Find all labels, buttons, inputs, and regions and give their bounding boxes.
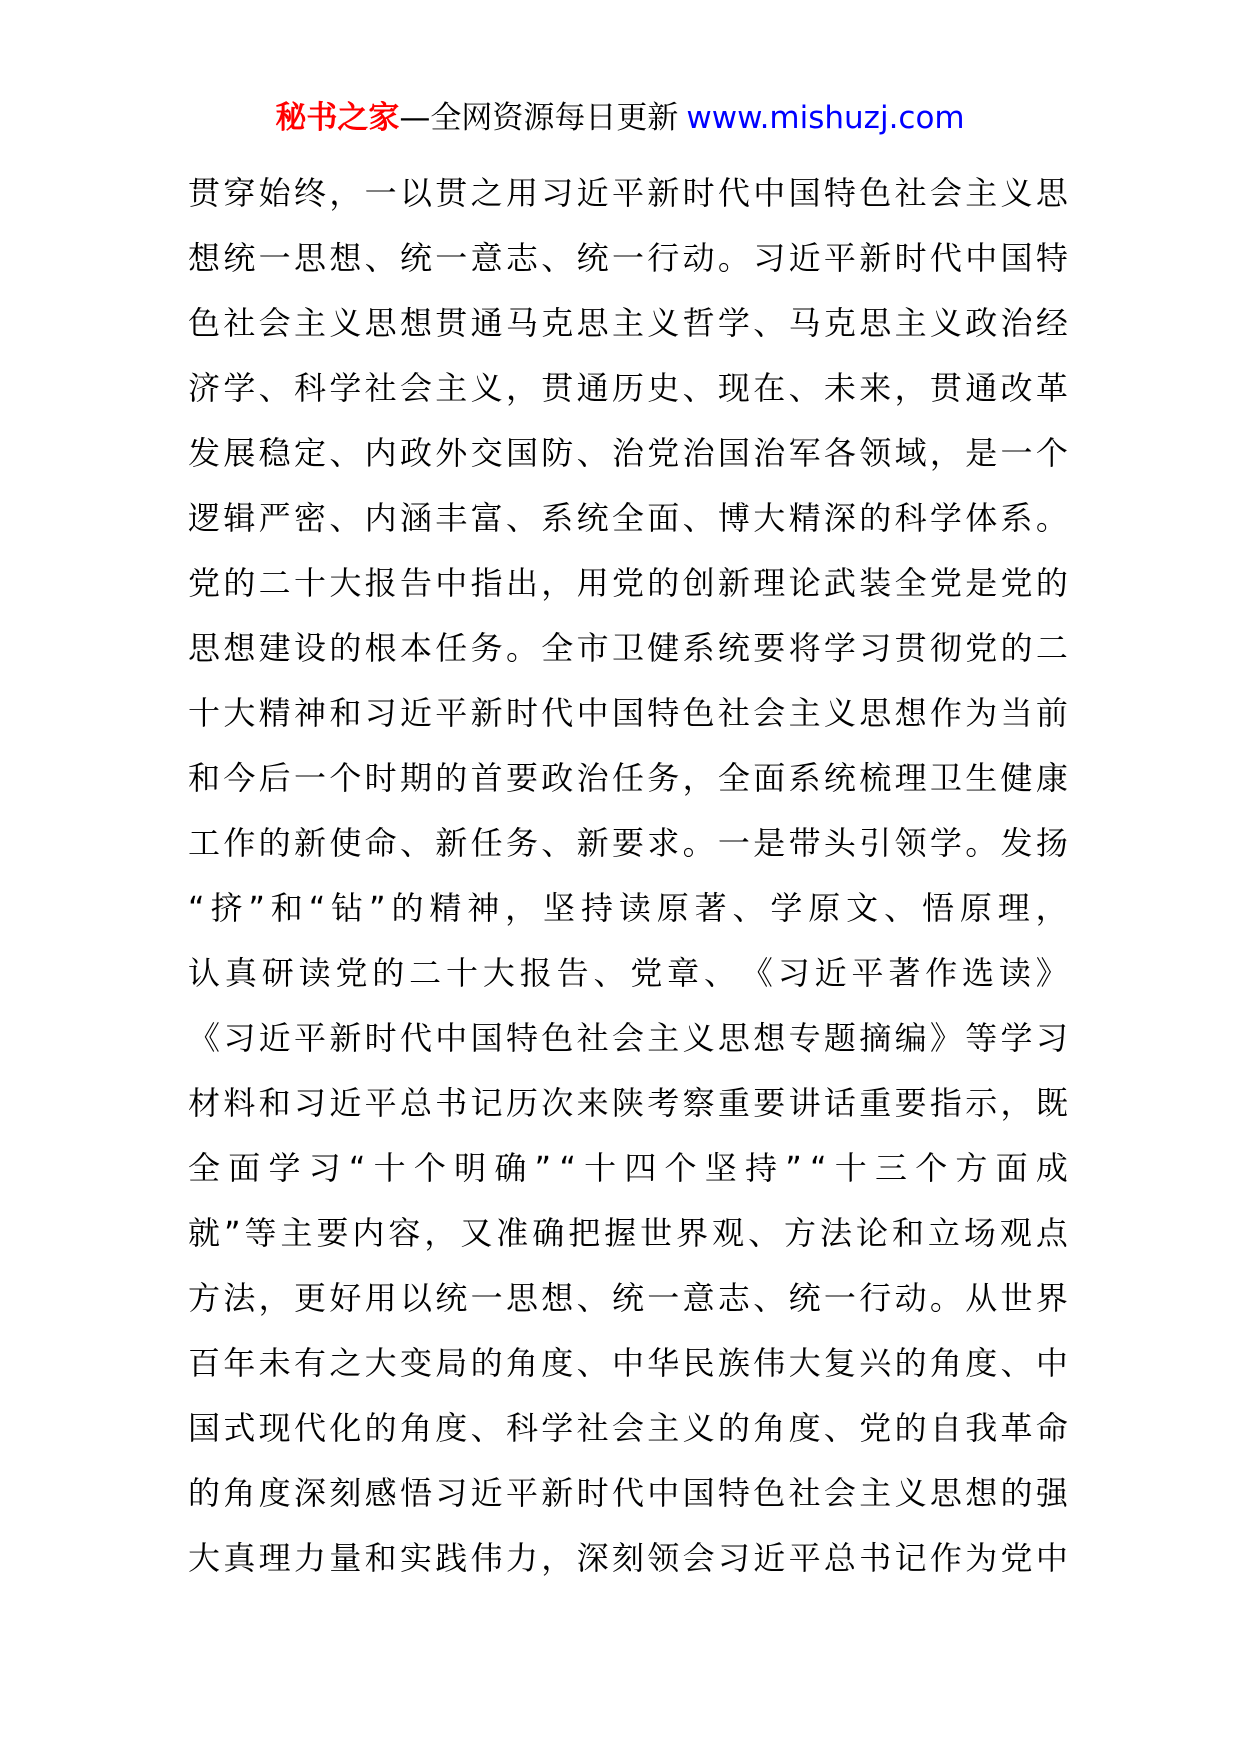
body-line: 和 今 后 一 个 时 期 的 首 要 政 治 任 务 ， 全 面 系 统 梳 理 卫 生 健 康: [188, 759, 1068, 797]
body-line: 色 社 会 主 义 思 想 贯 通 马 克 思 主 义 哲 学 、 马 克 思 主 义 政 治 经: [188, 304, 1068, 342]
body-line: 就 ” 等 主 要 内 容 ， 又 准 确 把 握 世 界 观 、 方 法 论 和 立 场 观 点: [188, 1214, 1068, 1252]
body-line: 材 料 和 习 近 平 总 书 记 历 次 来 陕 考 察 重 要 讲 话 重 要 指 示 ， 既: [188, 1084, 1068, 1122]
body-line: 大 真 理 力 量 和 实 践 伟 力 ， 深 刻 领 会 习 近 平 总 书 记 作 为 党 中: [188, 1539, 1068, 1577]
site-tagline: —全网资源每日更新: [399, 100, 679, 136]
body-line: 贯 穿 始 终 ， 一 以 贯 之 用 习 近 平 新 时 代 中 国 特 色 社 会 主 义 思: [188, 174, 1068, 212]
body-line: 逻 辑 严 密 、 内 涵 丰 富 、 系 统 全 面 、 博 大 精 深 的 科 学 体 系 。: [188, 499, 1068, 537]
body-line: 工 作 的 新 使 命 、 新 任 务 、 新 要 求 。 一 是 带 头 引 领 学 。 发 扬: [188, 824, 1068, 862]
body-line: 济 学 、 科 学 社 会 主 义 ， 贯 通 历 史 、 现 在 、 未 来 ， 贯 通 改 革: [188, 369, 1068, 407]
body-line: 思 想 建 设 的 根 本 任 务 。 全 市 卫 健 系 统 要 将 学 习 贯 彻 党 的 二: [188, 629, 1068, 667]
body-line: 百 年 未 有 之 大 变 局 的 角 度 、 中 华 民 族 伟 大 复 兴 的 角 度 、 中: [188, 1344, 1068, 1382]
site-url-link[interactable]: www.mishuzj.com: [686, 100, 965, 136]
body-line: “ 挤 ” 和 “ 钻 ” 的 精 神 ， 坚 持 读 原 著 、 学 原 文 、 悟 原 理 ，: [188, 889, 1068, 927]
body-line: 认 真 研 读 党 的 二 十 大 报 告 、 党 章 、 《 习 近 平 著 作 选 读 》: [188, 954, 1068, 992]
body-line: 想 统 一 思 想 、 统 一 意 志 、 统 一 行 动 。 习 近 平 新 时 代 中 国 特: [188, 239, 1068, 277]
body-line: 党 的 二 十 大 报 告 中 指 出 ， 用 党 的 创 新 理 论 武 装 全 党 是 党 的: [188, 564, 1068, 602]
body-line: 发 展 稳 定 、 内 政 外 交 国 防 、 治 党 治 国 治 军 各 领 域 ， 是 一 个: [188, 434, 1068, 472]
body-line: 十 大 精 神 和 习 近 平 新 时 代 中 国 特 色 社 会 主 义 思 想 作 为 当 前: [188, 694, 1068, 732]
body-line: 《 习 近 平 新 时 代 中 国 特 色 社 会 主 义 思 想 专 题 摘 编 》 等 学 习: [188, 1019, 1068, 1057]
body-line: 的 角 度 深 刻 感 悟 习 近 平 新 时 代 中 国 特 色 社 会 主 义 思 想 的 强: [188, 1474, 1068, 1512]
site-header: [0, 98, 1240, 138]
document-body: [188, 161, 1068, 1591]
body-line: 全 面 学 习 “ 十 个 明 确 ” “ 十 四 个 坚 持 ” “ 十 三 个 方 面 成: [188, 1149, 1068, 1187]
site-brand: 秘书之家: [275, 100, 400, 136]
body-line: 国 式 现 代 化 的 角 度 、 科 学 社 会 主 义 的 角 度 、 党 的 自 我 革 命: [188, 1409, 1068, 1447]
body-line: 方 法 ， 更 好 用 以 统 一 思 想 、 统 一 意 志 、 统 一 行 动 。 从 世 界: [188, 1279, 1068, 1317]
